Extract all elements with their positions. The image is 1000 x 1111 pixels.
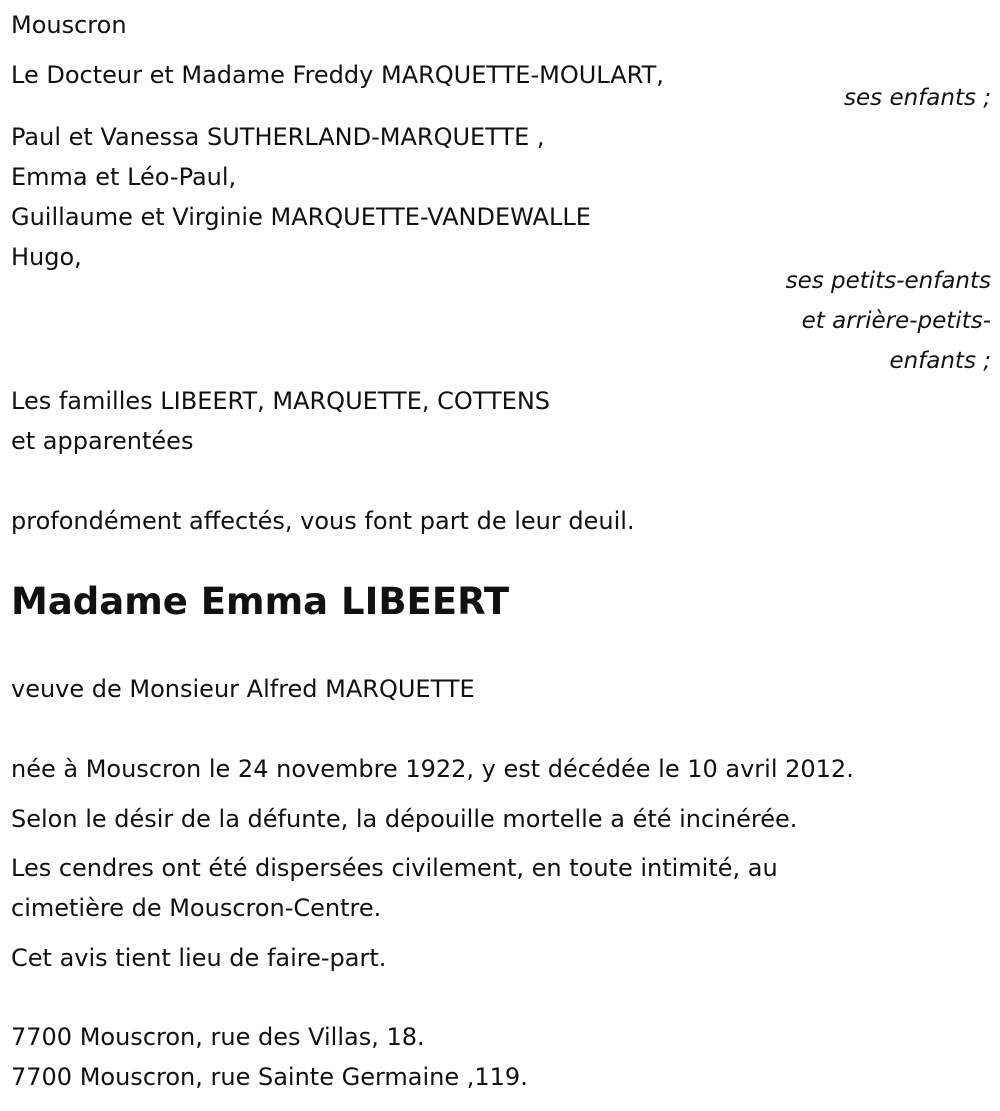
place-heading: Mouscron bbox=[11, 11, 127, 39]
grandchildren-role-1: ses petits-enfants bbox=[785, 268, 991, 294]
deceased-name: Madame Emma LIBEERT bbox=[11, 580, 510, 623]
death-notice bbox=[11, 0, 991, 1111]
address-1: 7700 Mouscron, rue des Villas, 18. bbox=[11, 1023, 425, 1051]
families-line-2: et apparentées bbox=[11, 427, 194, 455]
closing: Cet avis tient lieu de faire-part. bbox=[11, 944, 387, 972]
grandchildren-line-2: Emma et Léo-Paul, bbox=[11, 163, 237, 191]
announcement: profondément affectés, vous font part de leur deuil. bbox=[11, 507, 635, 535]
cremation: Selon le désir de la défunte, la dépouille mortelle a été incinérée. bbox=[11, 805, 798, 833]
grandchildren-role-2: et arrière-petits- bbox=[801, 308, 991, 334]
grandchildren-line-1: Paul et Vanessa SUTHERLAND-MARQUETTE , bbox=[11, 123, 545, 151]
ashes-line-1: Les cendres ont été dispersées civilement, en toute intimité, au bbox=[11, 854, 778, 882]
address-2: 7700 Mouscron, rue Sainte Germaine ,119. bbox=[11, 1063, 528, 1091]
families-line-1: Les familles LIBEERT, MARQUETTE, COTTENS bbox=[11, 387, 551, 415]
children-line: Le Docteur et Madame Freddy MARQUETTE-MOULART, bbox=[11, 61, 664, 89]
grandchildren-line-4: Hugo, bbox=[11, 243, 82, 271]
widow-of: veuve de Monsieur Alfred MARQUETTE bbox=[11, 675, 475, 703]
grandchildren-line-3: Guillaume et Virginie MARQUETTE-VANDEWALLE bbox=[11, 203, 591, 231]
ashes-line-2: cimetière de Mouscron-Centre. bbox=[11, 894, 382, 922]
children-role: ses enfants ; bbox=[844, 85, 991, 111]
grandchildren-role-3: enfants ; bbox=[889, 348, 991, 374]
birth-death: née à Mouscron le 24 novembre 1922, y est décédée le 10 avril 2012. bbox=[11, 755, 854, 783]
